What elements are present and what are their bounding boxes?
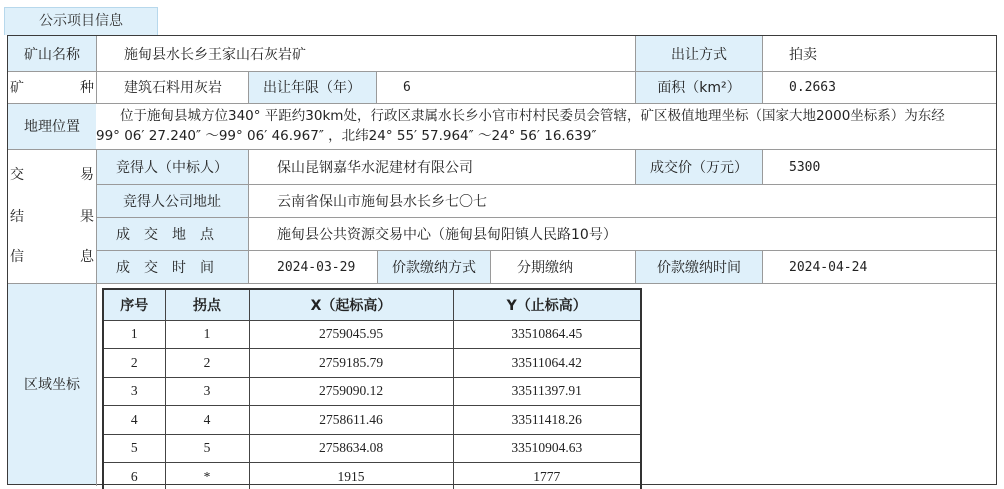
result-label-char: 交 (10, 167, 24, 183)
row-divider (8, 71, 996, 72)
area-label-text: 面积（km²） (657, 80, 741, 96)
tab-project-info[interactable]: 公示项目信息 (4, 7, 158, 35)
row-divider (96, 250, 996, 251)
price-label-text: 成交价（万元） (650, 160, 748, 176)
cell-point: * (165, 463, 249, 489)
cell-point: 3 (165, 377, 249, 406)
area-label (636, 71, 762, 103)
mineral-type-text: 建筑石料用灰岩 (124, 80, 222, 96)
area-text: 0.2663 (789, 79, 836, 95)
cell-y: 33510904.63 (453, 434, 641, 463)
project-info-table (7, 35, 997, 485)
cell-seq: 1 (103, 320, 165, 349)
col-divider (762, 250, 763, 283)
col-divider (96, 36, 97, 103)
col-divider (635, 250, 636, 283)
cell-y: 33510864.45 (453, 320, 641, 349)
cell-x: 2759045.95 (249, 320, 453, 349)
col-divider (248, 71, 249, 103)
col-divider (96, 149, 97, 486)
location-label-text: 地理位置 (24, 119, 80, 135)
cell-seq: 6 (103, 463, 165, 489)
cell-point: 2 (165, 349, 249, 378)
deal-place-value (249, 218, 989, 250)
winner-text: 保山昆钢嘉华水泥建材有限公司 (277, 160, 473, 176)
result-label-row-1 (10, 164, 94, 184)
cell-point: 5 (165, 434, 249, 463)
cell-x: 2758634.08 (249, 434, 453, 463)
coord-header-x: X（起标高） (249, 289, 453, 320)
table-row (103, 463, 641, 489)
cell-point: 1 (165, 320, 249, 349)
deal-time-value (249, 251, 377, 283)
deal-place-text: 施甸县公共资源交易中心（施甸县甸阳镇人民路10号） (277, 227, 617, 243)
region-label-text: 区域坐标 (24, 377, 80, 393)
term-label-text: 出让年限（年） (263, 80, 361, 96)
deal-place-label (96, 218, 248, 250)
location-line-2: 99° 06′ 27.240″ ～99° 06′ 46.967″ ，北纬24° 55′ 57.964″ ～24° 56′ 16.639″ (96, 128, 597, 144)
region-label (8, 284, 96, 484)
mine-name-label-text: 矿山名称 (24, 46, 80, 63)
table-row (103, 349, 641, 378)
term-label (248, 71, 376, 103)
coord-header-row (103, 289, 641, 320)
area-value (763, 71, 993, 103)
mineral-type-value (108, 71, 248, 103)
payment-time-value (763, 251, 993, 283)
table-row (103, 406, 641, 435)
deal-time-label-text: 成交时间 (116, 260, 228, 276)
payment-time-label (636, 251, 762, 283)
mineral-label-char-2: 种 (80, 80, 94, 96)
col-divider (762, 36, 763, 103)
col-divider (490, 250, 491, 283)
result-label-char: 果 (80, 209, 94, 225)
mineral-label-char-1: 矿 (10, 80, 24, 96)
cell-y: 33511064.42 (453, 349, 641, 378)
row-divider (8, 149, 996, 150)
result-label-char: 易 (80, 167, 94, 183)
col-divider (635, 36, 636, 103)
cell-x: 2759185.79 (249, 349, 453, 378)
cell-seq: 5 (103, 434, 165, 463)
payment-time-text: 2024-04-24 (789, 259, 868, 275)
payment-method-label-text: 价款缴纳方式 (392, 260, 476, 276)
mine-name-label (8, 36, 96, 71)
transfer-method-text: 拍卖 (789, 46, 817, 63)
col-divider (762, 149, 763, 184)
row-divider (8, 103, 996, 104)
row-divider (8, 283, 996, 284)
winner-label (96, 150, 248, 184)
winner-address-label-text: 竞得人公司地址 (123, 194, 221, 210)
table-row (103, 377, 641, 406)
mineral-type-label (10, 71, 94, 103)
result-label-row-3 (10, 246, 94, 266)
result-label-row-2 (10, 206, 94, 226)
cell-seq: 4 (103, 406, 165, 435)
result-label-char: 信 (10, 249, 24, 265)
col-divider (635, 149, 636, 184)
cell-y: 33511418.26 (453, 406, 641, 435)
payment-method-label (378, 251, 490, 283)
transfer-method-label (636, 36, 762, 71)
cell-y: 33511397.91 (453, 377, 641, 406)
coord-header-y: Y（止标高） (453, 289, 641, 320)
payment-method-value (491, 251, 635, 283)
coord-header-point: 拐点 (165, 289, 249, 320)
cell-seq: 2 (103, 349, 165, 378)
winner-value (249, 150, 635, 184)
payment-method-text: 分期缴纳 (517, 260, 573, 276)
cell-x: 1915 (249, 463, 453, 489)
winner-label-text: 竞得人（中标人） (116, 160, 228, 176)
mine-name-value (108, 36, 628, 71)
col-divider (377, 250, 378, 283)
winner-address-text: 云南省保山市施甸县水长乡七〇七 (277, 194, 487, 210)
deal-place-label-text: 成交地点 (116, 227, 228, 243)
result-label-char: 结 (10, 209, 24, 225)
table-row (103, 320, 641, 349)
location-value (96, 106, 996, 146)
term-value (377, 71, 627, 103)
cell-x: 2759090.12 (249, 377, 453, 406)
location-label (8, 103, 96, 149)
mine-name-text: 施甸县水长乡王家山石灰岩矿 (124, 46, 306, 63)
winner-address-label (96, 185, 248, 217)
price-value (763, 150, 993, 184)
coordinates-table (102, 288, 642, 489)
location-line-1: 位于施甸县城方位340° 平距约30km处，行政区隶属水长乡小官市村村民委员会管辖，矿区极值地理坐标（国家大地2000坐标系）为东经 (120, 108, 945, 124)
cell-x: 2758611.46 (249, 406, 453, 435)
table-row (103, 434, 641, 463)
term-text: 6 (403, 79, 411, 95)
winner-address-value (249, 185, 989, 217)
cell-seq: 3 (103, 377, 165, 406)
payment-time-label-text: 价款缴纳时间 (657, 260, 741, 276)
result-label-char: 息 (80, 249, 94, 265)
deal-time-label (96, 251, 248, 283)
col-divider (376, 71, 377, 103)
cell-point: 4 (165, 406, 249, 435)
transfer-method-value (763, 36, 993, 71)
transfer-method-label-text: 出让方式 (671, 46, 727, 63)
price-text: 5300 (789, 159, 821, 175)
coord-header-seq: 序号 (103, 289, 165, 320)
row-divider (96, 217, 996, 218)
col-divider (248, 149, 249, 283)
row-divider (96, 184, 996, 185)
cell-y: 1777 (453, 463, 641, 489)
deal-time-text: 2024-03-29 (277, 259, 356, 275)
price-label (636, 150, 762, 184)
